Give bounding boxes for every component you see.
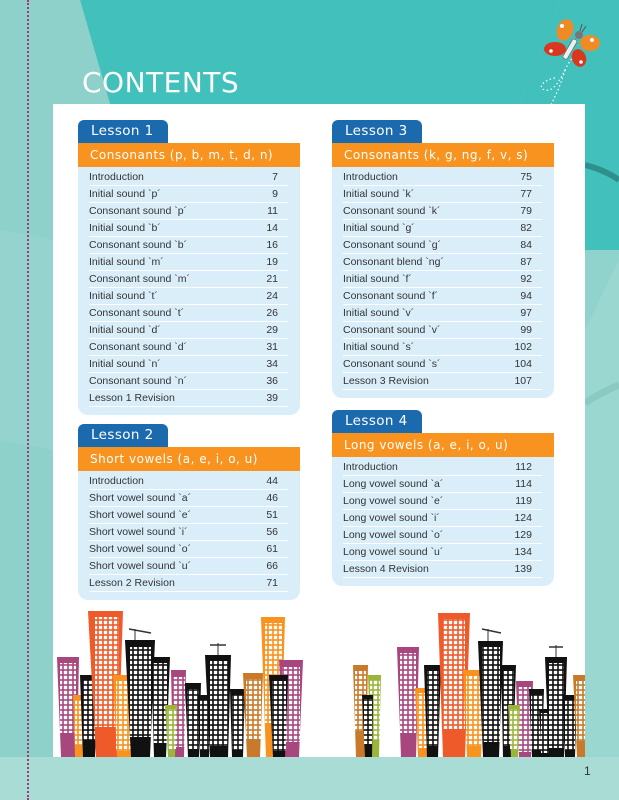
entry-page: 92 — [520, 273, 532, 285]
entry-label: Short vowel sound `i´ — [89, 526, 188, 538]
entry-page: 87 — [520, 256, 532, 268]
entry-label: Consonant sound `f´ — [343, 290, 439, 302]
toc-entry[interactable] — [343, 493, 542, 510]
toc-entry[interactable] — [89, 254, 288, 271]
entry-label: Initial sound `b´ — [89, 222, 161, 234]
lesson-1-section — [78, 120, 300, 415]
entry-page: 129 — [514, 529, 532, 541]
entry-page: 99 — [520, 324, 532, 336]
lesson-tab: Lesson 1 — [78, 120, 168, 143]
entry-page: 71 — [266, 577, 278, 589]
entry-label: Initial sound `d´ — [89, 324, 161, 336]
entry-label: Consonant sound `n´ — [89, 375, 188, 387]
entry-page: 26 — [266, 307, 278, 319]
toc-entry[interactable] — [343, 373, 542, 390]
toc-entry[interactable] — [89, 575, 288, 592]
lesson-items — [332, 457, 554, 586]
lesson-topic: Consonants (p, b, m, t, d, n) — [78, 143, 300, 167]
entry-page: 16 — [266, 239, 278, 251]
toc-entry[interactable] — [343, 322, 542, 339]
entry-label: Initial sound `m´ — [89, 256, 164, 268]
entry-page: 7 — [272, 171, 278, 183]
entry-page: 124 — [514, 512, 532, 524]
entry-label: Short vowel sound `u´ — [89, 560, 192, 572]
entry-label: Introduction — [343, 171, 398, 183]
toc-entry[interactable] — [343, 510, 542, 527]
page-title: CONTENTS — [82, 66, 240, 99]
entry-label: Initial sound `p´ — [89, 188, 161, 200]
entry-page: 114 — [515, 478, 532, 490]
entry-label: Consonant sound `b´ — [89, 239, 188, 251]
entry-page: 24 — [266, 290, 278, 302]
entry-label: Short vowel sound `e´ — [89, 509, 192, 521]
toc-entry[interactable] — [89, 322, 288, 339]
entry-page: 79 — [520, 205, 532, 217]
toc-entry[interactable] — [89, 390, 288, 407]
lesson-tab: Lesson 2 — [78, 424, 168, 447]
entry-label: Initial sound `n´ — [89, 358, 161, 370]
toc-entry[interactable] — [343, 561, 542, 578]
toc-entry[interactable] — [343, 544, 542, 561]
toc-entry[interactable] — [89, 288, 288, 305]
lesson-tab: Lesson 4 — [332, 410, 422, 433]
entry-page: 61 — [266, 543, 278, 555]
entry-label: Consonant sound `p´ — [89, 205, 188, 217]
toc-entry[interactable] — [343, 288, 542, 305]
toc-entry[interactable] — [89, 373, 288, 390]
entry-page: 11 — [267, 205, 278, 217]
entry-page: 39 — [266, 392, 278, 404]
entry-label: Consonant sound `d´ — [89, 341, 188, 353]
butterfly-icon — [535, 18, 601, 117]
page-number: 1 — [584, 764, 591, 778]
entry-label: Consonant sound `m´ — [89, 273, 190, 285]
toc-entry[interactable] — [343, 254, 542, 271]
entry-label: Consonant sound `t´ — [89, 307, 185, 319]
entry-page: 119 — [515, 495, 532, 507]
entry-label: Consonant sound `g´ — [343, 239, 442, 251]
entry-page: 82 — [520, 222, 532, 234]
toc-entry[interactable] — [343, 237, 542, 254]
entry-page: 36 — [266, 375, 278, 387]
toc-entry[interactable] — [89, 356, 288, 373]
entry-page: 56 — [266, 526, 278, 538]
entry-label: Long vowel sound `i´ — [343, 512, 440, 524]
lesson-tab: Lesson 3 — [332, 120, 422, 143]
lesson-2-section — [78, 424, 300, 600]
toc-entry[interactable] — [343, 356, 542, 373]
toc-entry[interactable] — [89, 490, 288, 507]
toc-entry[interactable] — [343, 476, 542, 493]
toc-entry[interactable] — [343, 459, 542, 476]
toc-entry[interactable] — [89, 186, 288, 203]
entry-page: 94 — [520, 290, 532, 302]
lesson-items — [332, 167, 554, 398]
toc-entry[interactable] — [89, 339, 288, 356]
toc-entry[interactable] — [89, 237, 288, 254]
entry-label: Introduction — [89, 171, 144, 183]
toc-entry[interactable] — [89, 305, 288, 322]
entry-page: 14 — [266, 222, 278, 234]
entry-page: 112 — [515, 461, 532, 473]
toc-entry[interactable] — [343, 271, 542, 288]
stitch-border — [27, 0, 29, 800]
toc-entry[interactable] — [343, 339, 542, 356]
entry-page: 75 — [520, 171, 532, 183]
entry-label: Long vowel sound `e´ — [343, 495, 444, 507]
entry-label: Consonant sound `s´ — [343, 358, 441, 370]
toc-entry[interactable] — [343, 186, 542, 203]
toc-entry[interactable] — [343, 305, 542, 322]
entry-page: 9 — [272, 188, 278, 200]
entry-label: Initial sound `s´ — [343, 341, 415, 353]
lesson-items — [78, 471, 300, 600]
entry-page: 21 — [266, 273, 278, 285]
entry-page: 102 — [514, 341, 532, 353]
entry-label: Long vowel sound `u´ — [343, 546, 444, 558]
entry-label: Consonant sound `v´ — [343, 324, 441, 336]
toc-entry[interactable] — [89, 169, 288, 186]
entry-page: 134 — [514, 546, 532, 558]
entry-page: 104 — [514, 358, 532, 370]
lesson-3-section — [332, 120, 554, 398]
entry-label: Initial sound `g´ — [343, 222, 415, 234]
entry-label: Consonant sound `k´ — [343, 205, 441, 217]
entry-page: 84 — [520, 239, 532, 251]
toc-entry[interactable] — [89, 524, 288, 541]
entry-page: 31 — [266, 341, 278, 353]
entry-label: Initial sound `f´ — [343, 273, 412, 285]
entry-label: Initial sound `v´ — [343, 307, 415, 319]
entry-page: 19 — [266, 256, 278, 268]
entry-label: Lesson 4 Revision — [343, 563, 429, 575]
entry-label: Consonant blend `ng´ — [343, 256, 444, 268]
toc-entry[interactable] — [343, 527, 542, 544]
entry-page: 46 — [266, 492, 278, 504]
entry-label: Lesson 1 Revision — [89, 392, 175, 404]
entry-page: 139 — [514, 563, 532, 575]
entry-page: 34 — [266, 358, 278, 370]
toc-entry[interactable] — [89, 271, 288, 288]
entry-page: 66 — [266, 560, 278, 572]
toc-entry[interactable] — [343, 220, 542, 237]
entry-page: 29 — [266, 324, 278, 336]
cityscape-illustration — [53, 605, 585, 757]
entry-page: 44 — [266, 475, 278, 487]
entry-label: Lesson 2 Revision — [89, 577, 175, 589]
entry-label: Short vowel sound `o´ — [89, 543, 192, 555]
entry-label: Long vowel sound `o´ — [343, 529, 444, 541]
toc-entry[interactable] — [89, 558, 288, 575]
lesson-items — [78, 167, 300, 415]
entry-page: 77 — [520, 188, 532, 200]
entry-page: 97 — [520, 307, 532, 319]
entry-label: Lesson 3 Revision — [343, 375, 429, 387]
entry-label: Introduction — [343, 461, 398, 473]
entry-label: Long vowel sound `a´ — [343, 478, 444, 490]
toc-entry[interactable] — [343, 169, 542, 186]
toc-entry[interactable] — [343, 203, 542, 220]
toc-entry[interactable] — [89, 220, 288, 237]
lesson-topic: Long vowels (a, e, i, o, u) — [332, 433, 554, 457]
entry-page: 51 — [266, 509, 278, 521]
lesson-topic: Short vowels (a, e, i, o, u) — [78, 447, 300, 471]
toc-entry[interactable] — [89, 507, 288, 524]
toc-entry[interactable] — [89, 541, 288, 558]
entry-label: Introduction — [89, 475, 144, 487]
entry-label: Short vowel sound `a´ — [89, 492, 192, 504]
toc-entry[interactable] — [89, 203, 288, 220]
toc-entry[interactable] — [89, 473, 288, 490]
entry-label: Initial sound `k´ — [343, 188, 415, 200]
lesson-4-section — [332, 410, 554, 586]
entry-label: Initial sound `t´ — [89, 290, 158, 302]
lesson-topic: Consonants (k, g, ng, f, v, s) — [332, 143, 554, 167]
entry-page: 107 — [514, 375, 532, 387]
